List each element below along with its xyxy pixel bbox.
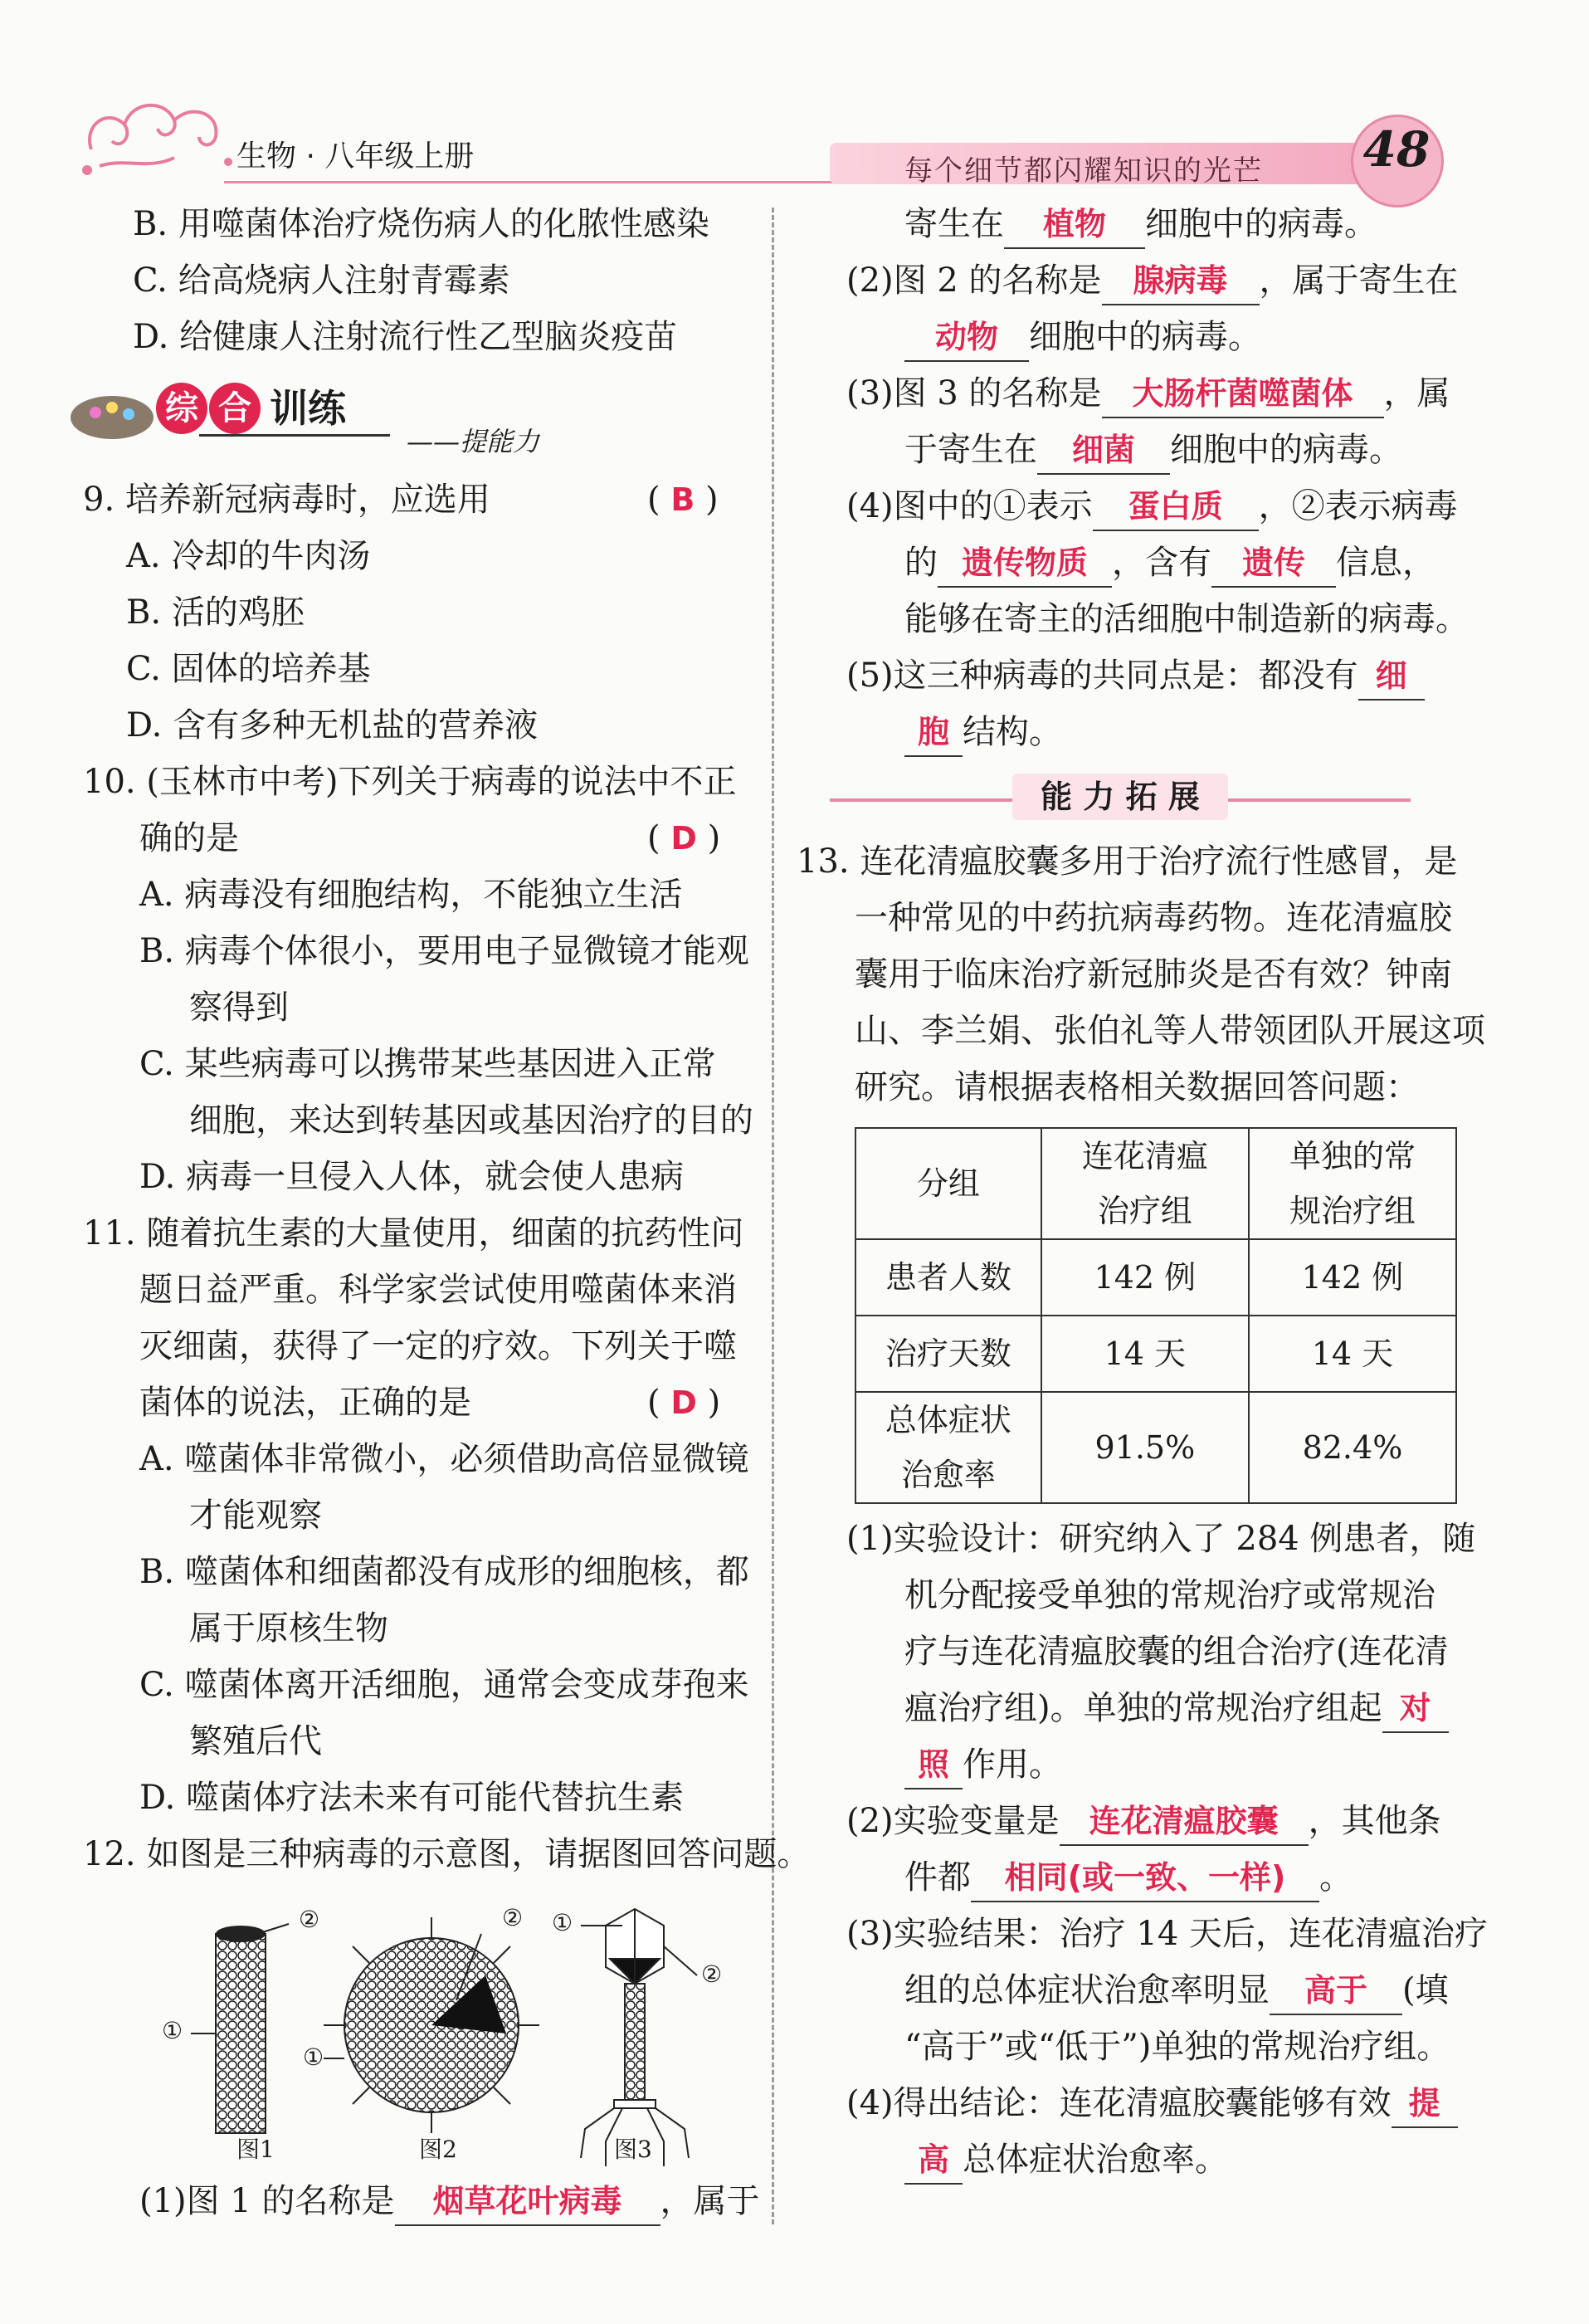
q11-option-c: C. 噬菌体离开活细胞，通常会变成芽孢来: [139, 1666, 749, 1704]
table-cell-l2: 治愈率: [900, 1457, 996, 1493]
q8-option-d: D. 给健康人注射流行性乙型脑炎疫苗: [133, 318, 678, 356]
q12-s3b-answer: 细菌: [1037, 427, 1170, 475]
bacteriophage-figure: [581, 1909, 689, 2166]
q12-s3b-suffix: 细胞中的病毒。: [1170, 431, 1402, 469]
q13-s4-answer1: 提: [1392, 2080, 1458, 2128]
fig2-marker-1: ①: [303, 2043, 324, 2071]
q12-s2-answer: 腺病毒: [1102, 257, 1260, 305]
q13-s1-line3: 疗与连花清瘟胶囊的组合治疗(连花清: [904, 1633, 1449, 1671]
q12-r-line1: [904, 196, 1377, 252]
q12-sub5-line2: [904, 704, 1062, 760]
fig1-marker-2: ②: [299, 1906, 320, 1933]
section2-title: 能 力 拓 展: [1012, 774, 1228, 820]
q10-option-d: D. 病毒一旦侵入人体，就会使人患病: [139, 1158, 685, 1196]
q8-option-c: C. 给高烧病人注射青霉素: [133, 261, 510, 300]
q12-sub3-line2: [904, 422, 1402, 478]
q12-r-l1-answer: 植物: [1004, 201, 1145, 249]
q13-s1-line2: 机分配接受单独的常规治疗或常规治: [904, 1576, 1435, 1614]
palette-icon: [66, 386, 158, 444]
q13-s2b-answer: 相同(或一致、一样): [971, 1854, 1319, 1902]
q13-s1-line5: [904, 1736, 1062, 1793]
table-header-lianhua-l1: 连花清瘟: [1081, 1138, 1208, 1174]
q13-data-table: [855, 1127, 1457, 1504]
q10-option-b: B. 病毒个体很小，要用电子显微镜才能观: [139, 932, 749, 970]
subject-label: 生物 · 八年级上册: [236, 139, 475, 173]
table-header-routine-l1: 单独的常: [1289, 1138, 1416, 1174]
q13-s2-answer: 连花清瘟胶囊: [1060, 1798, 1309, 1846]
table-cell: 142 例: [1041, 1239, 1249, 1316]
q9-stem: 9. 培养新冠病毒时，应选用: [83, 481, 490, 519]
q13-s3-line3: “高于”或“低于”)单独的常规治疗组。: [904, 2028, 1450, 2066]
fig3-marker-2: ②: [701, 1960, 723, 1988]
section-title: 训练: [270, 386, 346, 431]
q12-s2b-suffix: 细胞中的病毒。: [1029, 318, 1261, 356]
q12-sub2: [846, 252, 1459, 309]
q12-r-l1-prefix: 寄生在: [904, 205, 1004, 243]
q13-s4: [846, 2075, 1458, 2131]
q12-s4-answer: 蛋白质: [1093, 483, 1259, 531]
q13-s1-answer1: 对: [1382, 1685, 1449, 1733]
q12-sub5: [846, 647, 1425, 704]
q13-s3-line1: (3)实验结果：治疗 14 天后，连花清瘟治疗: [846, 1915, 1488, 1953]
q13-stem-line1: 13. 连花清瘟胶囊多用于治疗流行性感冒，是: [797, 842, 1458, 881]
q12-s5-answer1: 细: [1358, 652, 1425, 701]
q11-option-a: A. 噬菌体非常微小，必须借助高倍显微镜: [139, 1440, 749, 1478]
q12-s3-prefix: (3)图 3 的名称是: [846, 374, 1102, 413]
q13-s3-line2: [904, 1962, 1449, 2019]
q12-sub1-answer: 烟草花叶病毒: [395, 2178, 660, 2226]
q12-s4b-suffix: 信息，: [1336, 544, 1435, 582]
table-cell: 91.5%: [1041, 1392, 1249, 1503]
q13-s3-answer: 高于: [1270, 1967, 1402, 2015]
q11-stem-line4: 菌体的说法，正确的是: [139, 1384, 471, 1422]
q9-answer: B: [670, 481, 695, 518]
q9-option-c: C. 固体的培养基: [126, 650, 371, 688]
q13-s2b-prefix: 件都: [904, 1858, 971, 1897]
table-cell: 142 例: [1249, 1239, 1456, 1316]
q12-s4-prefix: (4)图中的①表示: [846, 487, 1093, 525]
adenovirus-figure: [324, 1917, 539, 2133]
q13-s4-line2: [904, 2131, 1228, 2188]
fig2-marker-2: ②: [502, 1904, 524, 1931]
table-cell: 82.4%: [1249, 1392, 1456, 1503]
q12-sub1-prefix: (1)图 1 的名称是: [139, 2182, 395, 2220]
table-cell: 患者人数: [855, 1239, 1041, 1316]
fig3-marker-1: ①: [552, 1909, 573, 1936]
q12-s4b-answer2: 遗传: [1211, 540, 1336, 588]
q13-s2: [846, 1793, 1441, 1849]
q13-s2-prefix: (2)实验变量是: [846, 1802, 1060, 1840]
q12-sub4-line2: [904, 535, 1435, 591]
q13-stem-line3: 囊用于临床治疗新冠肺炎是否有效？钟南: [855, 955, 1452, 994]
q13-s4-prefix: (4)得出结论：连花清瘟胶囊能够有效: [846, 2084, 1392, 2122]
q9-option-d: D. 含有多种无机盐的营养液: [126, 706, 539, 745]
table-cell-l1: 总体症状: [885, 1402, 1011, 1438]
q11-answer: D: [670, 1384, 697, 1421]
q10-option-a: A. 病毒没有细胞结构，不能独立生活: [139, 876, 683, 914]
q13-s4-suffix: 总体症状治愈率。: [963, 2141, 1228, 2179]
section-underline: [199, 434, 390, 437]
q12-sub1-suffix: ，属于: [660, 2182, 760, 2220]
q12-sub1: [139, 2173, 760, 2229]
q10-answer-bracket: ( D ): [647, 819, 721, 857]
q13-stem-line4: 山、李兰娟、张伯礼等人带领团队开展这项: [855, 1012, 1485, 1050]
q12-sub4-line3: 能够在寄主的活细胞中制造新的病毒。: [904, 600, 1469, 638]
q12-r-l1-suffix: 细胞中的病毒。: [1145, 205, 1377, 243]
slogan-text: 每个细节都闪耀知识的光芒: [904, 154, 1263, 188]
q11-stem-line1: 11. 随着抗生素的大量使用，细菌的抗药性问: [83, 1214, 744, 1252]
section-heading-training: [66, 378, 415, 444]
section-subtitle: ——提能力: [407, 426, 540, 457]
table-cell: [855, 1392, 1041, 1503]
q13-s1-answer2: 照: [904, 1741, 963, 1789]
q12-sub3: [846, 365, 1450, 422]
q13-s1-line4-text: 瘟治疗组)。单独的常规治疗组起: [904, 1689, 1382, 1727]
q12-s2-suffix: ，属于寄生在: [1259, 261, 1459, 300]
q12-s3b-prefix: 于寄生在: [904, 431, 1037, 469]
q13-s4-answer2: 高: [904, 2136, 963, 2185]
q12-s4b-answer: 遗传物质: [938, 540, 1112, 588]
q12-s4b-prefix: 的: [904, 544, 938, 582]
section-badge-1: 综: [156, 383, 207, 434]
q11-option-c-cont: 繁殖后代: [189, 1722, 322, 1760]
q10-option-c: C. 某些病毒可以携带某些基因进入正常: [139, 1045, 716, 1083]
table-cell: 14 天: [1249, 1316, 1456, 1392]
fig3-caption: 图3: [614, 2136, 652, 2163]
q13-s2b-suffix: 。: [1319, 1858, 1353, 1897]
table-cell: 14 天: [1041, 1316, 1249, 1392]
table-header-row: [855, 1128, 1456, 1239]
table-header-lianhua-l2: 治疗组: [1097, 1193, 1192, 1229]
q12-s3-answer: 大肠杆菌噬菌体: [1102, 370, 1384, 418]
q11-stem-line3: 灭细菌，获得了一定的疗效。下列关于噬: [139, 1327, 737, 1365]
header-rule: [224, 181, 838, 183]
q12-s5-answer2: 胞: [904, 709, 963, 757]
q13-stem-line5: 研究。请根据表格相关数据回答问题：: [855, 1068, 1419, 1106]
q12-s3-suffix: ，属: [1383, 374, 1450, 413]
q12-stem: 12. 如图是三种病毒的示意图，请据图回答问题。: [83, 1835, 811, 1873]
q11-option-b-cont: 属于原核生物: [189, 1609, 388, 1648]
q12-s4-suffix: ，②表示病毒: [1258, 487, 1458, 525]
q10-stem-line1: 10. (玉林市中考)下列关于病毒的说法中不正: [83, 763, 737, 801]
q13-s2-suffix: ，其他条: [1308, 1802, 1441, 1840]
q13-s2-line2: [904, 1849, 1353, 1906]
q12-s2-prefix: (2)图 2 的名称是: [846, 261, 1102, 300]
q10-option-c-cont: 细胞，来达到转基因或基因治疗的目的: [189, 1101, 753, 1140]
q12-s5-prefix: (5)这三种病毒的共同点是：都没有: [846, 657, 1358, 695]
page-number: 48: [1362, 121, 1431, 178]
q13-stem-line2: 一种常见的中药抗病毒药物。连花清瘟胶: [855, 899, 1452, 937]
q12-s5-suffix: 结构。: [963, 713, 1062, 751]
q11-option-d: D. 噬菌体疗法未来有可能代替抗生素: [139, 1779, 685, 1817]
q10-stem-line2: 确的是: [139, 819, 239, 857]
table-header-lianhua: [1041, 1128, 1249, 1239]
fig2-caption: 图2: [419, 2136, 457, 2163]
q10-option-b-cont: 察得到: [189, 989, 289, 1027]
q11-answer-bracket: ( D ): [647, 1384, 721, 1422]
q13-s3-suffix: (填: [1402, 1971, 1449, 2009]
table-header-routine-l2: 规治疗组: [1289, 1193, 1416, 1229]
table-header-group: 分组: [855, 1128, 1041, 1239]
q12-s2b-answer: 动物: [904, 314, 1029, 362]
q13-s1-line4: [904, 1680, 1449, 1736]
table-row: [855, 1316, 1456, 1392]
fig1-caption: 图1: [236, 2136, 275, 2163]
q12-sub2-line2: [904, 309, 1261, 365]
q12-sub4: [846, 478, 1458, 535]
table-row: [855, 1239, 1456, 1316]
q13-s1-suffix: 作用。: [963, 1745, 1062, 1784]
q12-s4b-mid: ，含有: [1112, 544, 1211, 582]
column-divider: [772, 208, 774, 2224]
q9-answer-bracket: ( B ): [647, 481, 719, 519]
q11-option-b: B. 噬菌体和细菌都没有成形的细胞核，都: [139, 1553, 749, 1591]
floral-ornament: [75, 91, 241, 191]
q13-s3-prefix: 组的总体症状治愈率明显: [904, 1971, 1270, 2009]
fig1-marker-1: ①: [162, 2017, 183, 2044]
q10-answer: D: [670, 820, 697, 857]
table-cell: 治疗天数: [855, 1316, 1041, 1392]
table-row: [855, 1392, 1456, 1503]
q11-option-a-cont: 才能观察: [189, 1496, 322, 1535]
section-badge-2: 合: [209, 383, 261, 434]
q8-option-b: B. 用噬菌体治疗烧伤病人的化脓性感染: [133, 205, 709, 243]
table-header-routine: [1249, 1128, 1456, 1239]
tobacco-mosaic-virus-figure: [216, 1926, 266, 2133]
q9-option-a: A. 冷却的牛肉汤: [126, 537, 371, 575]
q11-stem-line2: 题日益严重。科学家尝试使用噬菌体来消: [139, 1271, 737, 1309]
q9-option-b: B. 活的鸡胚: [126, 593, 305, 632]
q13-s1-line1: (1)实验设计：研究纳入了 284 例患者，随: [846, 1520, 1476, 1558]
